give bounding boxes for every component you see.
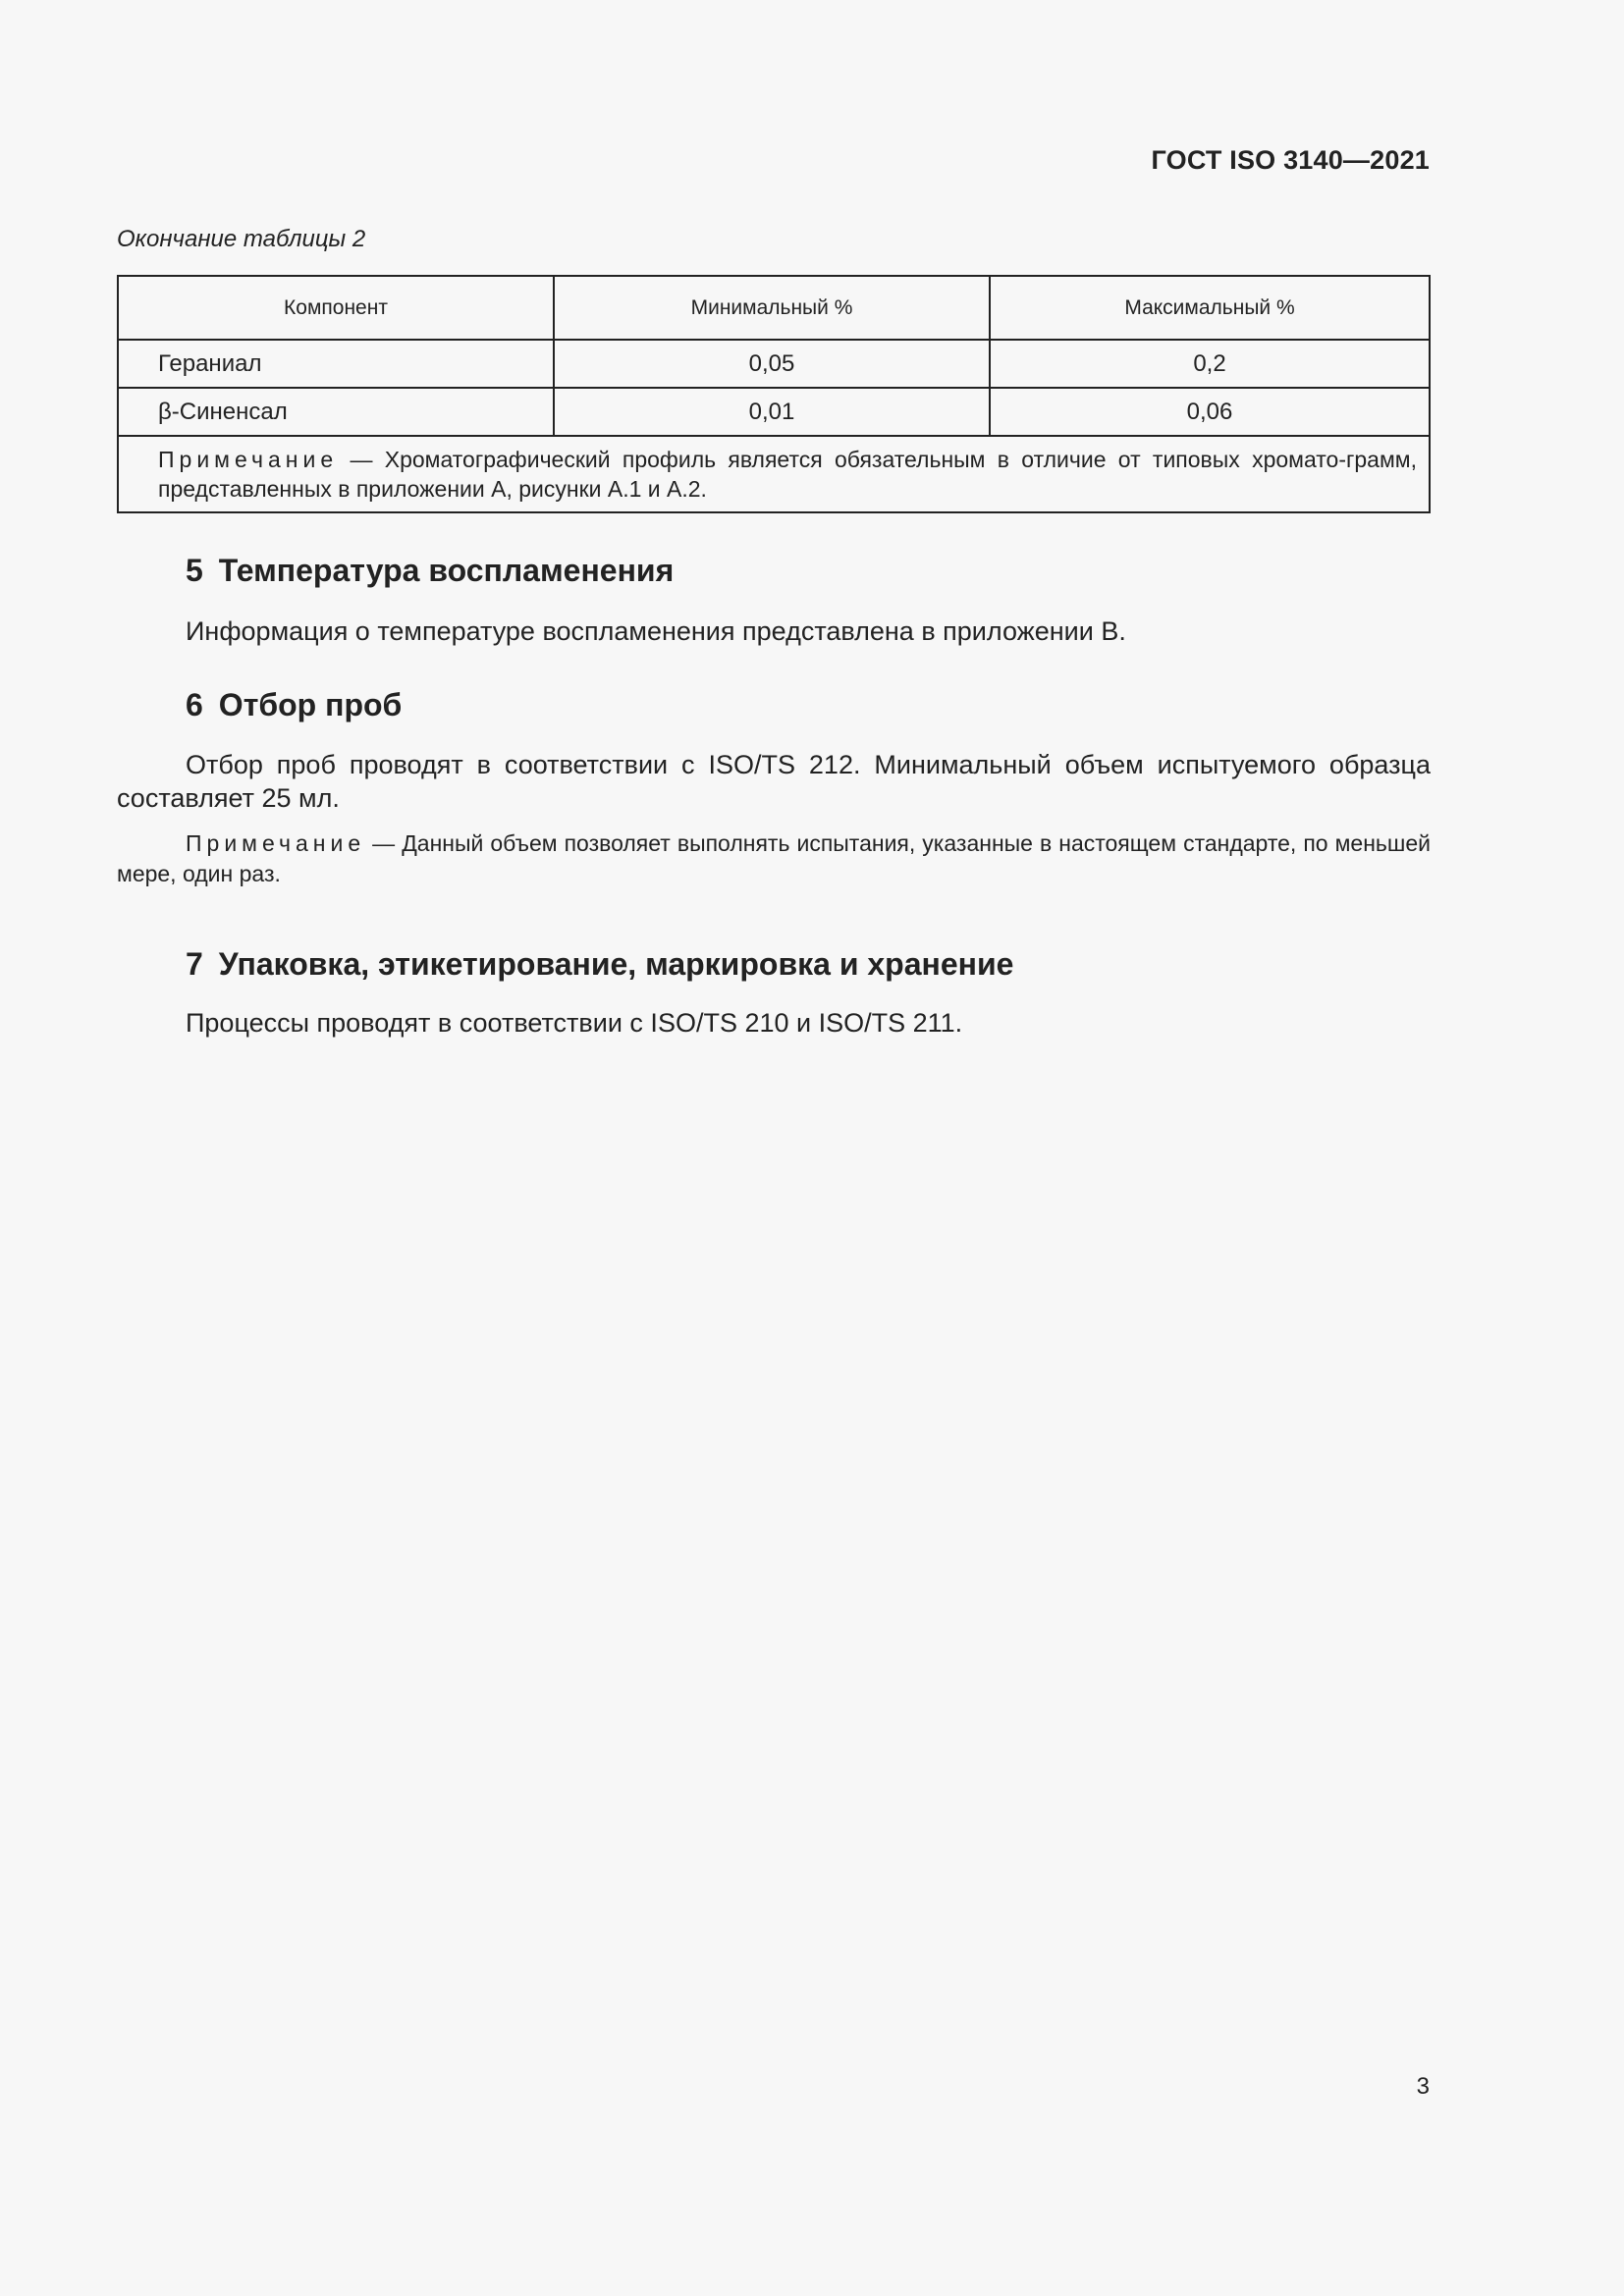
section-5-heading <box>186 553 674 589</box>
cell-min: 0,05 <box>554 340 990 388</box>
cell-max: 0,06 <box>990 388 1430 436</box>
column-header-min: Минимальный % <box>554 276 990 340</box>
section-7-text <box>117 1006 1431 1040</box>
paragraph-text: Отбор проб проводят в соответствии с ISO/TS 212. Минимальный объем испытуемого образца составляет 25 мл. <box>117 750 1431 813</box>
cell-max: 0,2 <box>990 340 1430 388</box>
cell-min: 0,01 <box>554 388 990 436</box>
standard-code: ГОСТ ISO 3140—2021 <box>1151 145 1430 175</box>
table-note-row <box>118 436 1430 512</box>
section-number: 7 <box>186 946 203 982</box>
section-5-text <box>117 614 1431 648</box>
table-row <box>118 388 1430 436</box>
cell-component: Гераниал <box>118 340 554 388</box>
paragraph-text: Процессы проводят в соответствии с ISO/TS 210 и ISO/TS 211. <box>186 1008 963 1038</box>
column-header-component: Компонент <box>118 276 554 340</box>
note-text: — Данный объем позволяет выполнять испытания, указанные в настоящем стандарте, по меньшей мере, один раз. <box>117 830 1431 886</box>
section-title: Температура воспламенения <box>218 553 675 588</box>
section-number: 5 <box>186 553 203 588</box>
table-note <box>118 436 1430 512</box>
table-header-row <box>118 276 1430 340</box>
section-title: Отбор проб <box>218 687 403 722</box>
section-title: Упаковка, этикетирование, маркировка и хранение <box>218 946 1014 982</box>
section-6-note <box>117 828 1431 889</box>
paragraph-text: Информация о температуре воспламенения представлена в приложении В. <box>186 616 1126 646</box>
section-6-text <box>117 748 1431 815</box>
column-header-max: Максимальный % <box>990 276 1430 340</box>
cell-component: β-Синенсал <box>118 388 554 436</box>
table-caption: Окончание таблицы 2 <box>117 226 366 252</box>
section-7-heading <box>186 946 1013 983</box>
page-number: 3 <box>1416 2073 1430 2100</box>
table-note-label: Примечание <box>158 447 339 472</box>
table-row <box>118 340 1430 388</box>
note-label: Примечание <box>186 830 366 856</box>
table-note-text: — Хроматографический профиль является обязательным в отличие от типовых хромато-грамм, представленных в приложении А, рисунки А.1 и А.2. <box>158 447 1417 502</box>
section-number: 6 <box>186 687 203 722</box>
components-table <box>117 275 1431 513</box>
section-6-heading <box>186 687 402 723</box>
